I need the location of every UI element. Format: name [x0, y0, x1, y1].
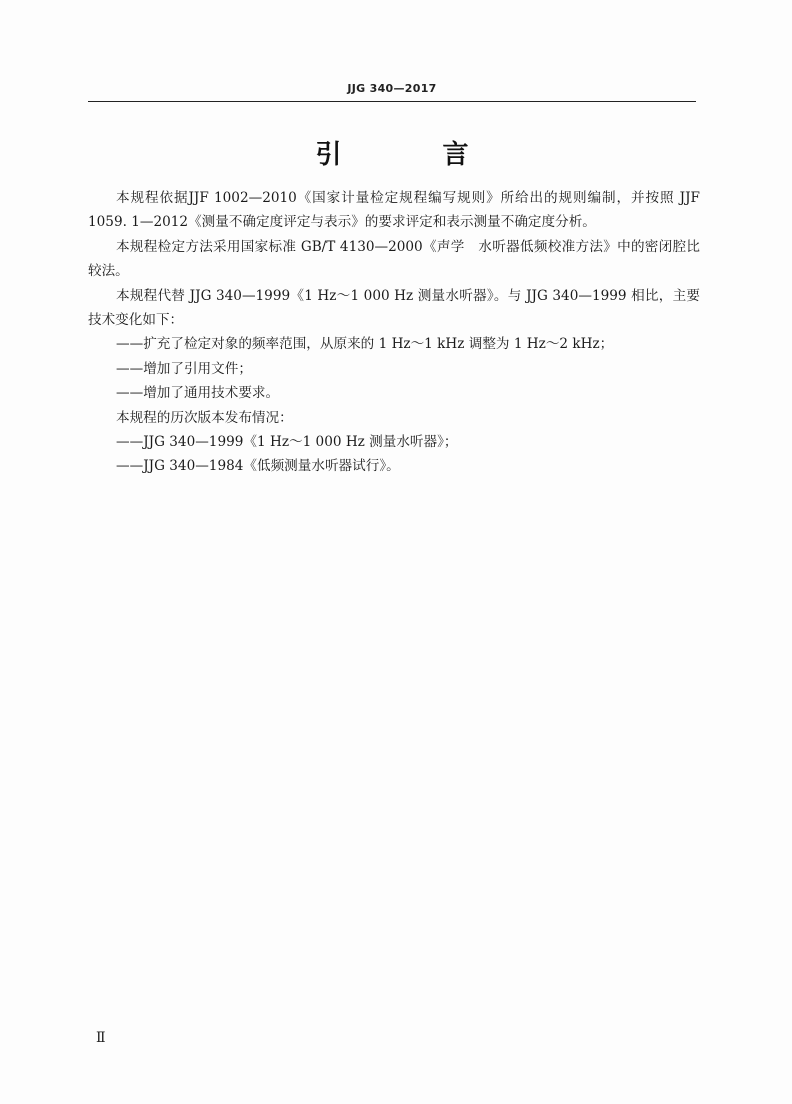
history-intro: 本规程的历次版本发布情况： [116, 409, 293, 426]
change-item: ——增加了通用技术要求。 [116, 385, 280, 402]
history-item: ——JJG 340—1999《1 Hz～1 000 Hz 测量水听器》； [116, 434, 458, 451]
body-text [88, 186, 700, 479]
header-rule [88, 101, 696, 102]
section-title: 引 言 [315, 140, 515, 170]
paragraph-replacement: 本规程代替 JJG 340—1999《1 Hz～1 000 Hz 测量水听器》。与 JJG 340—1999 相比，主要技术变化如下： [88, 287, 700, 329]
paragraph-method: 本规程检定方法采用国家标准 GB/T 4130—2000《声学 水听器低频校准方法》中的密闭腔比较法。 [88, 238, 700, 280]
change-item: ——增加了引用文件； [116, 360, 252, 377]
change-item: ——扩充了检定对象的频率范围，从原来的 1 Hz～1 kHz 调整为 1 Hz～2 kHz； [116, 336, 614, 353]
history-item: ——JJG 340—1984《低频测量水听器试行》。 [116, 458, 400, 475]
running-header: JJG 340—2017 [347, 82, 437, 95]
paragraph-basis: 本规程依据JJF 1002—2010《国家计量检定规程编写规则》所给出的规则编制，并按照 JJF 1059. 1—2012《测量不确定度评定与表示》的要求评定和表示测量不确定度分析。 [88, 190, 700, 231]
page-number: Ⅱ [96, 1030, 106, 1046]
